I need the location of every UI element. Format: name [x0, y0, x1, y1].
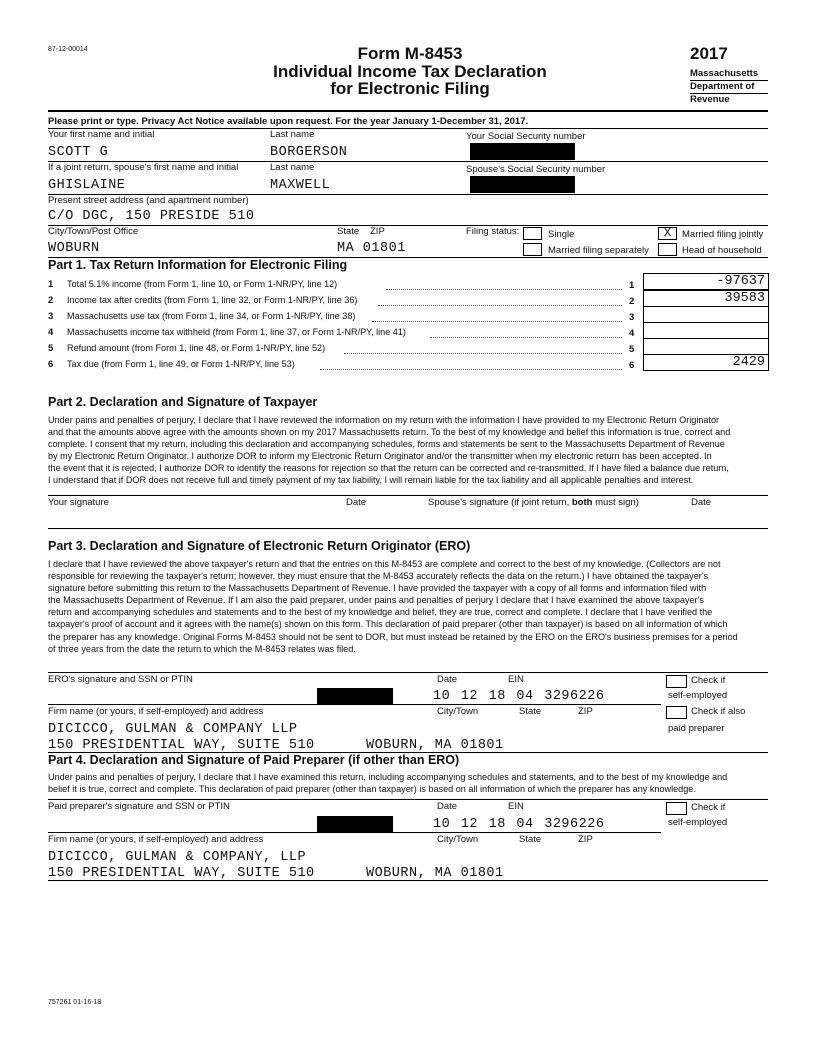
line-2-amount[interactable]: 39583: [643, 290, 769, 307]
line-5-amount[interactable]: [643, 338, 769, 355]
preparer-zip-label: ZIP: [578, 834, 593, 845]
part3-title: Part 3. Declaration and Signature of Electronic Return Originator (ERO): [48, 539, 471, 553]
spouse-last-name-field[interactable]: MAXWELL: [270, 178, 331, 193]
spouse-first-name-field[interactable]: GHISLAINE: [48, 178, 126, 193]
preparer-date-ein-field[interactable]: 10 12 18 04 3296226: [433, 817, 605, 832]
line-2-text: Income tax after credits (from Form 1, line 32, or Form 1-NR/PY, line 36): [67, 295, 358, 305]
single-checkbox[interactable]: [523, 227, 542, 240]
ero-check-also-label: Check if also: [691, 706, 746, 717]
single-label: Single: [548, 229, 575, 240]
city-field[interactable]: WOBURN: [48, 241, 100, 256]
mfs-label: Married filing separately: [548, 245, 649, 256]
line-1-amount[interactable]: -97637: [643, 273, 769, 290]
line-5-num: 5: [48, 343, 54, 354]
your-signature-label: Your signature: [48, 497, 109, 508]
part3-declaration: I declare that I have reviewed the above taxpayer's return and that the entries on this M-8453 are complete and correct to the best of my knowledge. (Collectors are not responsible for reviewing the taxpayer's return; however, they must ensure that the M-8453 accurately reflects the data on the return.) I have obtained the taxpayer's signature before submitting this return to the Massachusetts Department of Revenue. I have provided the taxpayer with a copy of all forms and information filed with the Massachusetts Department of Revenue. If I am also the paid preparer, under pains and penalties of perjury I declare that I have examined the above taxpayer's return and accompanying schedules and statements and to the best of my knowledge and belief, they are true, correct and complete. I declare that I have verified the taxpayer's proof of account and it agrees with the name(s) shown on this form. This declaration of paid preparer (other than taxpayer) is based on all information of which the preparer has any knowledge. Original Forms M-8453 should not be sent to DOR, but must instead be retained by the ERO on the ERO's business premises for a period of three years from the date the return to which the M-8453 relates was filed.: [48, 559, 738, 654]
form-subtitle-1: Individual Income Tax Declaration: [273, 62, 547, 81]
address-field[interactable]: C/O DGC, 150 PRESIDE 510: [48, 209, 255, 224]
sig-date-label: Date: [346, 497, 367, 508]
spouse-first-name-label: If a joint return, spouse's first name and initial: [48, 162, 239, 173]
privacy-notice: Please print or type. Privacy Act Notice available upon request. For the year January 1-December 31, 2017.: [48, 116, 529, 127]
state-label: State: [337, 226, 360, 237]
line-6-amount[interactable]: 2429: [643, 354, 769, 371]
city-label: City/Town/Post Office: [48, 226, 139, 237]
line-3-text: Massachusetts use tax (from Form 1, line 34, or Form 1-NR/PY, line 38): [67, 311, 356, 321]
preparer-ein-label: EIN: [508, 801, 524, 812]
agency-line-3: Revenue: [690, 94, 730, 105]
spouse-date-label: Date: [691, 497, 712, 508]
ero-firm-label: Firm name (or yours, if self-employed) and address: [48, 706, 264, 717]
preparer-self-employed-checkbox[interactable]: [666, 802, 687, 815]
last-name-field[interactable]: BORGERSON: [270, 145, 348, 160]
preparer-date-label: Date: [437, 801, 458, 812]
preparer-firm-name-field[interactable]: DICICCO, GULMAN & COMPANY, LLP: [48, 850, 307, 865]
preparer-self-employed-label: self-employed: [668, 817, 728, 828]
line-3-amount[interactable]: [643, 306, 769, 323]
preparer-signature-label: Paid preparer's signature and SSN or PTIN: [48, 801, 230, 812]
form-subtitle-2: for Electronic Filing: [330, 79, 490, 98]
line-6-text: Tax due (from Form 1, line 49, or Form 1-NR/PY, line 53): [67, 359, 295, 369]
ero-firm-name-field[interactable]: DICICCO, GULMAN & COMPANY LLP: [48, 722, 298, 737]
form-year: 2017: [690, 44, 728, 63]
preparer-ptin-redacted: [317, 816, 393, 832]
form-code: 87-12-00014: [48, 46, 88, 53]
ero-check-if-label: Check if: [691, 675, 726, 686]
ero-firm-address-field[interactable]: 150 PRESIDENTIAL WAY, SUITE 510: [48, 738, 315, 753]
line-1-num: 1: [48, 279, 54, 290]
line-3-num: 3: [48, 311, 54, 322]
line-2-num: 2: [48, 295, 54, 306]
preparer-check-if-label: Check if: [691, 802, 726, 813]
agency-line-1: Massachusetts: [690, 68, 759, 79]
part1-title: Part 1. Tax Return Information for Electronic Filing: [48, 258, 348, 272]
part4-declaration: Under pains and penalties of perjury, I declare that I have examined this return, including accompanying schedules and statements, and to the best of my knowledge and belief it is true, correct and complete. This declaration of paid preparer (other than taxpayer) is based on all information of which the preparer has any knowledge.: [48, 772, 728, 795]
ero-paid-preparer-checkbox[interactable]: [666, 706, 687, 719]
preparer-firm-label: Firm name (or yours, if self-employed) and address: [48, 834, 264, 845]
ero-date-label: Date: [437, 674, 458, 685]
mfj-checkbox[interactable]: X: [658, 227, 677, 240]
line-5-text: Refund amount (from Form 1, line 48, or Form 1-NR/PY, line 52): [67, 343, 326, 353]
state-zip-field[interactable]: MA 01801: [337, 241, 406, 256]
filing-status-label: Filing status:: [466, 226, 520, 237]
part2-title: Part 2. Declaration and Signature of Taxpayer: [48, 395, 318, 409]
zip-label: ZIP: [370, 226, 385, 237]
ero-ein-label: EIN: [508, 674, 524, 685]
preparer-firm-address-field[interactable]: 150 PRESIDENTIAL WAY, SUITE 510: [48, 866, 315, 881]
ero-zip-label: ZIP: [578, 706, 593, 717]
footer-code: 757261 01-16-18: [48, 999, 102, 1006]
part4-title: Part 4. Declaration and Signature of Paid Preparer (if other than ERO): [48, 753, 460, 767]
part2-declaration: Under pains and penalties of perjury, I declare that I have reviewed the information on my return with the information I have provided to my Electronic Return Originator and that the amounts above agree with the amounts shown on my 2017 Massachusetts return. To the best of my knowledge and belief this information is true, correct and complete. I consent that my return, including this declaration and accompanying schedules, forms and statements be sent to the Massachusetts Department of Revenue by my Electronic Return Originator. I authorize DOR to inform my Electronic Return Originator and/or the transmitter when my electronic return has been accepted. In the event that it is rejected, I authorize DOR to identify the reasons for rejection so that the return can be corrected and re-transmitted. If I have filed a balance due return, I understand that if DOR does not receive full and timely payment of my tax liability, I will remain liable for the tax liability and all applicable penalties and interest.: [48, 415, 731, 486]
last-name-label: Last name: [270, 129, 315, 140]
ero-city-label: City/Town: [437, 706, 479, 717]
spouse-last-name-label: Last name: [270, 162, 315, 173]
mfj-label: Married filing jointly: [682, 229, 764, 240]
ero-self-employed-label: self-employed: [668, 690, 728, 701]
spouse-ssn-label: Spouse's Social Security number: [466, 164, 606, 175]
spouse-signature-label: Spouse's signature (if joint return, both must sign): [428, 497, 639, 508]
ssn-label: Your Social Security number: [466, 131, 586, 142]
line-1-text: Total 5.1% income (from Form 1, line 10, or Form 1-NR/PY, line 12): [67, 279, 338, 289]
first-name-field[interactable]: SCOTT G: [48, 145, 109, 160]
line-6-num: 6: [48, 359, 54, 370]
form-title: Form M-8453: [357, 44, 463, 63]
hoh-checkbox[interactable]: [658, 243, 677, 256]
ero-signature-label: ERO's signature and SSN or PTIN: [48, 674, 193, 685]
ero-self-employed-checkbox[interactable]: [666, 675, 687, 688]
first-name-label: Your first name and initial: [48, 129, 155, 140]
ero-date-ein-field[interactable]: 10 12 18 04 3296226: [433, 689, 605, 704]
ero-ptin-redacted: [317, 688, 393, 704]
ssn-redacted: [470, 143, 575, 160]
preparer-city-label: City/Town: [437, 834, 479, 845]
hoh-label: Head of household: [682, 245, 762, 256]
ero-state-label: State: [519, 706, 542, 717]
address-label: Present street address (and apartment number): [48, 195, 249, 206]
ero-paid-preparer-label: paid preparer: [668, 723, 725, 734]
mfs-checkbox[interactable]: [523, 243, 542, 256]
preparer-firm-city-field[interactable]: WOBURN, MA 01801: [366, 866, 504, 881]
preparer-state-label: State: [519, 834, 542, 845]
line-4-num: 4: [48, 327, 54, 338]
line-4-amount[interactable]: [643, 322, 769, 339]
spouse-ssn-redacted: [470, 176, 575, 193]
agency-line-2: Department of: [690, 81, 755, 92]
line-4-text: Massachusetts income tax withheld (from Form 1, line 37, or Form 1-NR/PY, line 41): [67, 327, 406, 337]
ero-firm-city-field[interactable]: WOBURN, MA 01801: [366, 738, 504, 753]
